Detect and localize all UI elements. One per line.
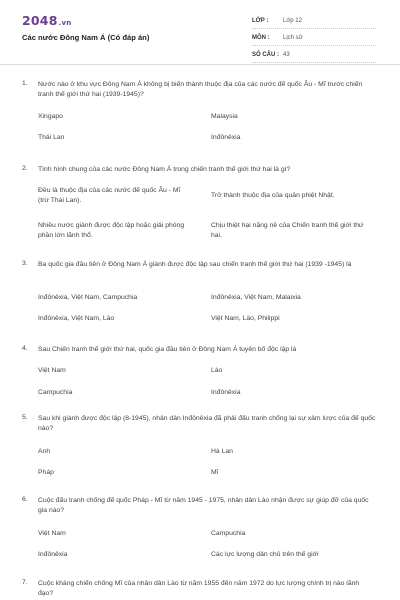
answer-option[interactable]: Đều là thuộc địa của các nước đế quốc Âu - Mĩ (trừ Thái Lan). — [38, 187, 181, 204]
answer-option[interactable]: Việt Nam — [38, 530, 66, 537]
answer-option[interactable]: Inđônêxia — [211, 134, 241, 141]
answer-option[interactable]: Pháp — [38, 469, 54, 476]
page-header — [0, 0, 400, 65]
answer-option[interactable]: Hà Lan — [211, 448, 233, 455]
answer-option[interactable]: Campuchia — [38, 389, 73, 396]
logo-suffix: .vn — [58, 19, 72, 27]
meta-label: SỐ CÂU : — [252, 52, 279, 58]
question-number: 6. — [22, 496, 28, 503]
question-number: 3. — [22, 260, 28, 267]
question-text: Sau Chiến tranh thế giới thứ hai, quốc gia đầu tiên ở Đông Nam Á tuyên bố độc lập là — [38, 346, 297, 353]
question-text: Cuộc đấu tranh chống đế quốc Pháp - Mĩ từ năm 1945 - 1975, nhân dân Lào nhận được sự giúp đỡ của quốc gia nào? — [38, 497, 369, 514]
meta-value: Lớp 12 — [283, 18, 302, 24]
meta-label: MÔN : — [252, 35, 270, 41]
question-text: Nước nào ở khu vực Đông Nam Á không bị biến thành thuộc địa của các nước đế quốc Âu - Mĩ trước chiến tranh thế giới thứ hai (1939-1945)? — [38, 81, 363, 98]
answer-option[interactable]: Lào — [211, 367, 223, 374]
worksheet-title: Các nước Đông Nam Á (Có đáp án) — [22, 33, 150, 42]
question-text: Sau khi giành được độc lập (8-1945), nhân dân Inđônêxia đã phải đấu tranh chống lại sự xâm lược của đế quốc nào? — [38, 415, 376, 432]
question-number: 5. — [22, 414, 28, 421]
answer-option[interactable]: Inđônêxia — [211, 389, 241, 396]
question-number: 1. — [22, 80, 28, 87]
worksheet-meta — [252, 14, 376, 63]
meta-label: LỚP : — [252, 18, 269, 24]
question-text: Tình hình chung của các nước Đông Nam Á trong chiến tranh thế giới thứ hai là gì? — [38, 166, 291, 173]
question-text: Cuộc kháng chiến chống Mĩ của nhân dân Lào từ năm 1955 đến năm 1972 do lực lượng chính trị nào lãnh đạo? — [38, 580, 360, 597]
answer-option[interactable]: Inđônêxia, Việt Nam, Lào — [38, 315, 115, 322]
answer-option[interactable]: Inđônêxia, Việt Nam, Campuchia — [38, 294, 138, 301]
meta-row-class — [252, 14, 376, 29]
site-logo[interactable] — [22, 13, 71, 28]
meta-value: 43 — [283, 52, 290, 58]
answer-option[interactable]: Inđônêxia, Việt Nam, Malaixia — [211, 294, 301, 301]
answer-option[interactable]: Xingapo — [38, 113, 63, 120]
answer-option[interactable]: Inđônêxia — [38, 551, 68, 558]
meta-row-subject — [252, 31, 376, 46]
answer-option[interactable]: Mĩ — [211, 469, 219, 476]
answer-option[interactable]: Trở thành thuộc địa của quân phiệt Nhật. — [211, 192, 335, 199]
answer-option[interactable]: Chịu thiệt hại nặng nề của Chiến tranh thế giới thứ hai. — [211, 222, 364, 239]
meta-row-question-count — [252, 48, 376, 63]
question-number: 7. — [22, 579, 28, 586]
question-number: 2. — [22, 165, 28, 172]
meta-value: Lịch sử — [283, 35, 303, 41]
answer-option[interactable]: Anh — [38, 448, 51, 455]
logo-text: 2048 — [22, 13, 58, 28]
answer-option[interactable]: Thái Lan — [38, 134, 65, 141]
answer-option[interactable]: Việt Nam — [38, 367, 66, 374]
answer-option[interactable]: Campuchia — [211, 530, 246, 537]
question-number: 4. — [22, 345, 28, 352]
question-text: Ba quốc gia đầu tiên ở Đông Nam Á giành được độc lập sau chiến tranh thế giới thứ hai (1939 -1945) là — [38, 261, 352, 268]
answer-option[interactable]: Malaysia — [211, 113, 238, 120]
answer-option[interactable]: Nhiều nước giành được độc lập hoặc giải phóng phần lớn lãnh thổ. — [38, 222, 185, 239]
answer-option[interactable]: Việt Nam, Lào, Philippi — [211, 315, 280, 322]
answer-option[interactable]: Các lực lượng dân chủ trên thế giới — [211, 551, 319, 558]
